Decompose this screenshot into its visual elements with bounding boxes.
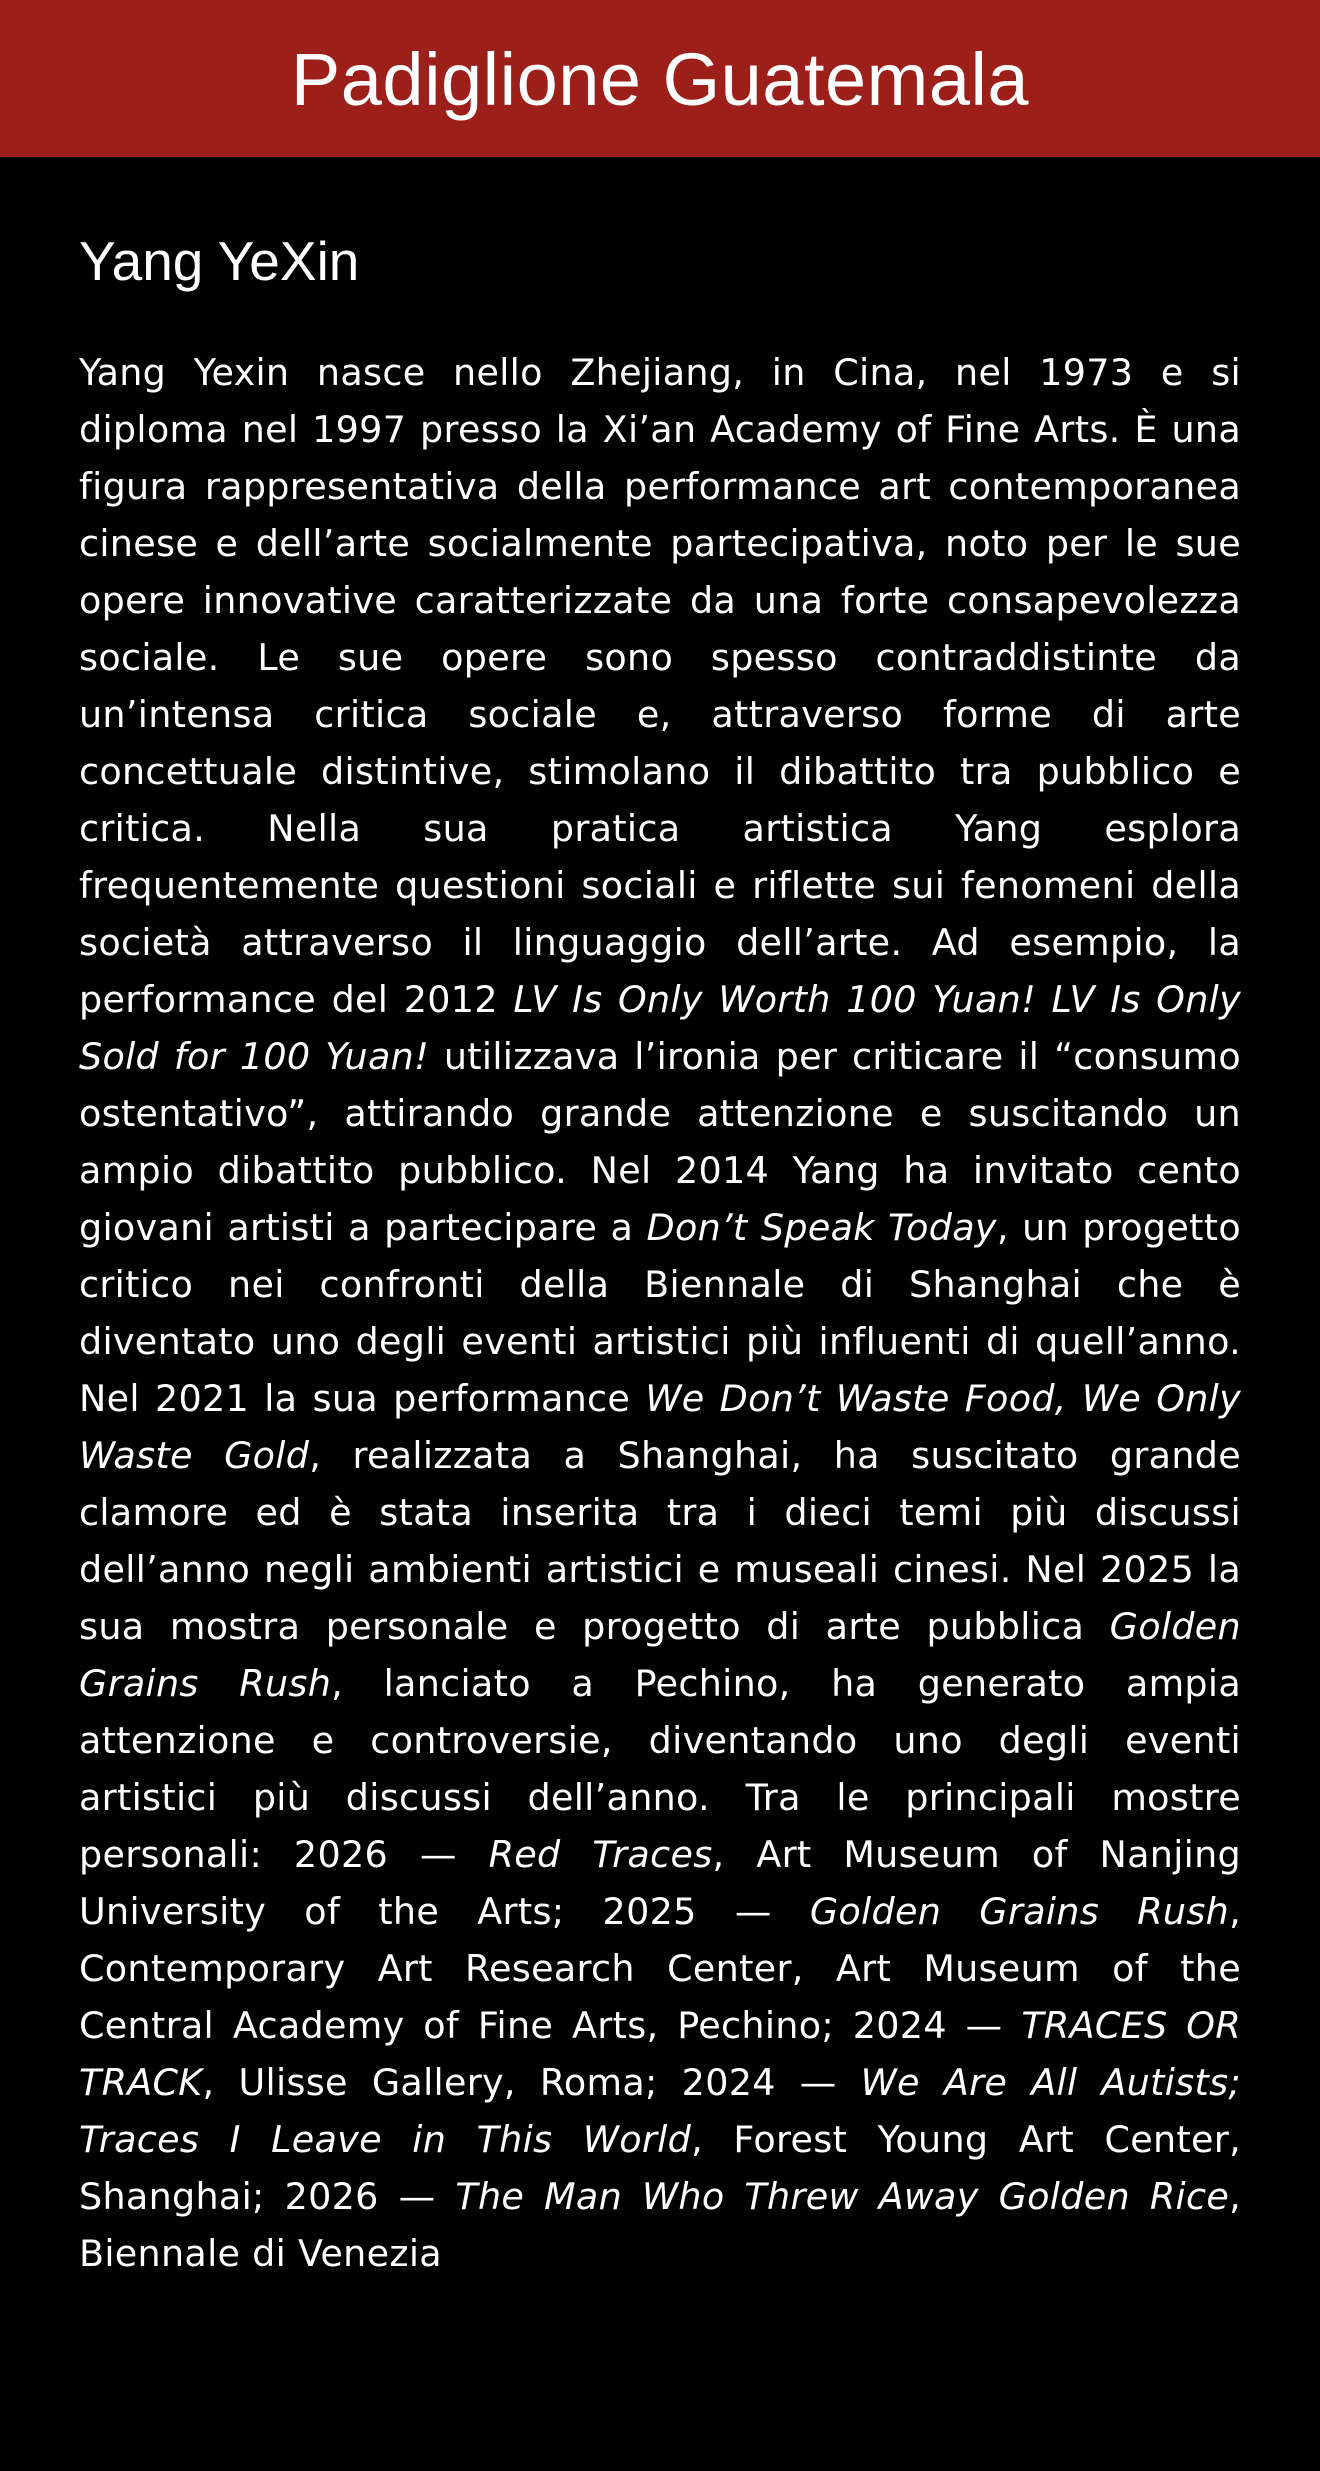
work-title: Don’t Speak Today <box>646 1206 997 1249</box>
artist-name: Yang YeXin <box>79 230 360 292</box>
work-title: The Man Who Threw Away Golden Rice <box>455 2175 1230 2218</box>
work-title: We Are All Autists; Traces I Leave in This World <box>79 2061 1242 2161</box>
bio-text: , Biennale di Venezia <box>79 2175 1241 2275</box>
artist-section <box>79 228 1241 2282</box>
work-title: LV Is Only Worth 100 Yuan! LV Is Only Sold for 100 Yuan! <box>79 978 1241 1078</box>
bio-text: , Art Museum of Nanjing University of the Arts; 2025 — <box>79 1833 1242 1933</box>
work-title: Golden Grains Rush <box>809 1890 1230 1933</box>
bio-text: utilizzava l’ironia per criticare il “consumo ostentativo”, attirando grande attenzione e suscitando un ampio dibattito pubblico. Nel 2014 Yang ha invitato cento giovani artisti a partecipare a <box>79 1035 1241 1249</box>
bio-text: , Forest Young Art Center, Shanghai; 2026 — <box>79 2118 1241 2218</box>
bio-text: , Ulisse Gallery, Roma; 2024 — <box>202 2061 861 2104</box>
artist-biography <box>79 344 1241 2282</box>
work-title: Red Traces <box>488 1833 713 1876</box>
bio-text: , Contemporary Art Research Center, Art Museum of the Central Academy of Fine Arts, Pechino; 2024 — <box>79 1890 1241 2047</box>
work-title: Golden Grains Rush <box>79 1605 1241 1705</box>
bio-text: , un progetto critico nei confronti della Biennale di Shanghai che è diventato uno degli eventi artistici più influenti di quell’anno. Nel 2021 la sua performance <box>79 1206 1241 1420</box>
work-title: We Don’t Waste Food, We Only Waste Gold <box>79 1377 1241 1477</box>
bio-text: , lanciato a Pechino, ha generato ampia attenzione e controversie, diventando uno degli eventi artistici più discussi dell’anno. Tra le principali mostre personali: 2026 — <box>79 1662 1242 1876</box>
work-title: TRACES OR TRACK <box>79 2004 1241 2104</box>
bio-text: Yang Yexin nasce nello Zhejiang, in Cina, nel 1973 e si diploma nel 1997 presso la Xi’an Academy of Fine Arts. È una figura rappresentativa della performance art contemporanea cinese e dell’arte socialmente partecipativa, noto per le sue opere innovative caratterizzate da una forte consapevolezza sociale. Le sue opere sono spesso contraddistinte da un’intensa critica sociale e, attraverso forme di arte concettuale distintive, stimolano il dibattito tra pubblico e critica. Nella sua pratica artistica Yang esplora frequentemente questioni sociali e riflette sui fenomeni della società attraverso il linguaggio dell’arte. Ad esempio, la performance del 2012 <box>79 351 1241 1021</box>
bio-text: , realizzata a Shanghai, ha suscitato grande clamore ed è stata inserita tra i dieci temi più discussi dell’anno negli ambienti artistici e museali cinesi. Nel 2025 la sua mostra personale e progetto di arte pubblica <box>79 1434 1241 1648</box>
page-header <box>0 0 1320 157</box>
page-title: Padiglione Guatemala <box>290 37 1030 121</box>
